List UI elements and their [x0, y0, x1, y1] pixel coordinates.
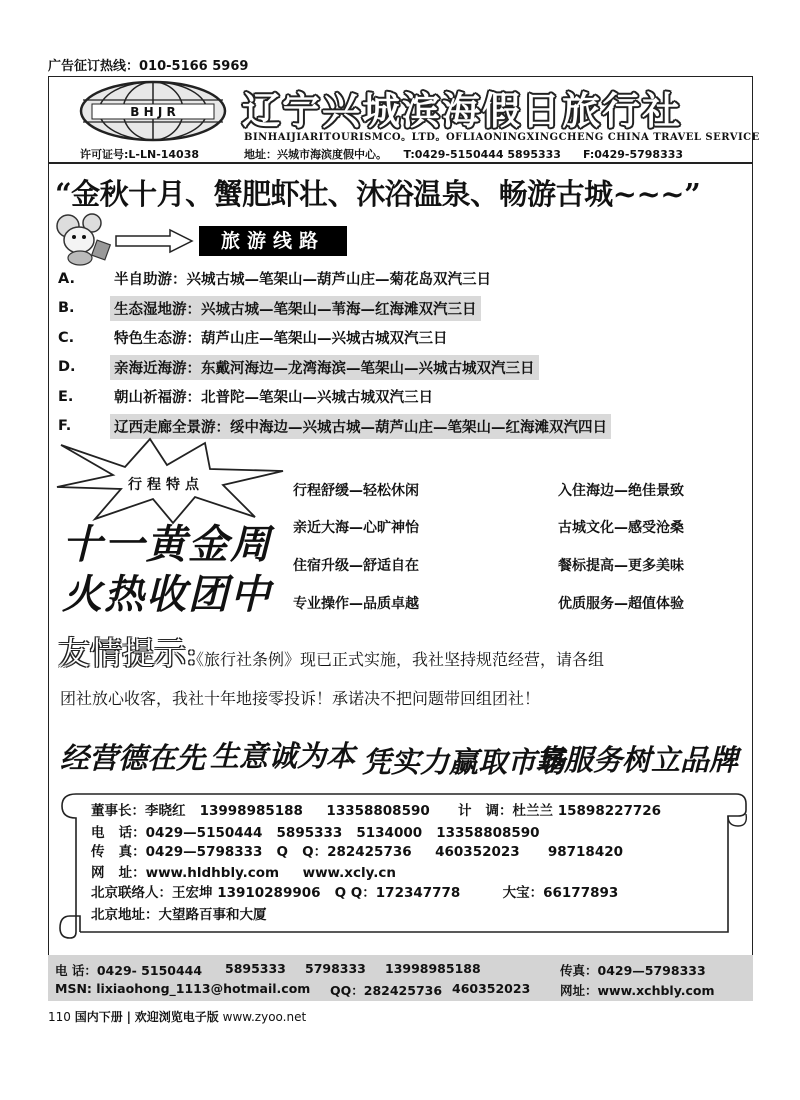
company-english-name: BINHAIJIARITOURISMCO。LTD。OFLIAONINGXINGCHENG CHINA TRAVEL SERVICE [244, 132, 760, 143]
route-letter: C. [58, 329, 75, 346]
feature-item: 住宿升级—舒适自在 [293, 558, 419, 574]
contact-line: 电 话：0429—5150444 5895333 5134000 13358808590 [91, 825, 540, 841]
company-name: 辽宁兴城滨海假日旅行社 [242, 88, 683, 133]
header-divider [48, 162, 753, 164]
route-item-d [56, 353, 746, 383]
footer-qq: QQ：282425736 [330, 983, 443, 998]
route-letter: D. [58, 359, 76, 376]
route-text: 朝山祈福游：北普陀—笔架山—兴城古城双汽三日 [114, 390, 433, 407]
feature-item: 餐标提高—更多美味 [558, 558, 684, 574]
mouse-mascot-icon [52, 212, 114, 266]
route-item-c [56, 323, 746, 353]
route-letter: F. [58, 418, 72, 435]
contact-line: 网 址：www.hldhbly.com www.xcly.cn [91, 865, 396, 881]
contact-line: 董事长：李晓红 13998985188 13358808590 计 调：杜兰兰 15898227726 [91, 803, 662, 819]
feature-item: 优质服务—超值体验 [558, 596, 684, 612]
footer-separator: | [126, 1010, 131, 1024]
license-number: 许可证号:L-LN-14038 [80, 148, 200, 161]
route-item-b [56, 294, 746, 324]
globe-logo-icon [78, 80, 228, 142]
golden-week-line: 十一黄金周 [62, 521, 272, 568]
route-text: 生态湿地游：兴城古城—笔架山—苇海—红海滩双汽三日 [110, 296, 481, 321]
route-letter: B. [58, 300, 75, 317]
feature-item: 入住海边—绝佳景致 [558, 483, 684, 499]
route-text: 亲海近海游：东戴河海边—龙湾海滨—笔架山—兴城古城双汽三日 [110, 355, 539, 380]
footer-phone: 电 话：0429- 5150444 [55, 963, 203, 978]
footer-phone: 5895333 [225, 961, 286, 976]
route-list [56, 264, 746, 441]
tips-text: 团社放心收客，我社十年地接零投诉！承诺决不把问题带回组团社！ [60, 689, 541, 708]
motto: 经营德在先 [60, 741, 206, 775]
motto-banner [60, 732, 750, 782]
route-text: 半自助游：兴城古城—笔架山—葫芦山庄—菊花岛双汽三日 [114, 272, 491, 289]
contact-line: 传 真：0429—5798333 Q Q：282425736 460352023 98718420 [91, 844, 624, 860]
feature-item: 专业操作—品质卓越 [293, 596, 419, 612]
arrow-right-icon [114, 228, 194, 254]
ad-hotline: 广告征订热线：010-5166 5969 [48, 59, 249, 74]
features-label: 行程特点 [128, 477, 204, 493]
footer-msn: MSN: lixiaohong_1113@hotmail.com [55, 981, 311, 996]
route-text: 特色生态游：葫芦山庄—笔架山—兴城古城双汽三日 [114, 331, 448, 348]
feature-item: 亲近大海—心旷神怡 [293, 520, 419, 536]
route-item-e [56, 382, 746, 412]
contact-line: 北京联络人：王宏坤 13910289906 Q Q：172347778 大宝：66177893 [91, 885, 619, 901]
motto: 靠服务树立品牌 [535, 743, 739, 777]
golden-week-line: 火热收团中 [62, 571, 272, 618]
page-footer [48, 1008, 306, 1025]
company-address: 地址：兴城市海滨度假中心。 T:0429-5150444 5895333 F:0429-5798333 [244, 148, 684, 161]
footer-phone: 5798333 [305, 961, 366, 976]
promo-slogan: “金秋十月、蟹肥虾壮、沐浴温泉、畅游古城~~~” [55, 177, 701, 211]
footer-fax: 传真：0429—5798333 [560, 963, 706, 978]
footer-phone: 13998985188 [385, 961, 481, 976]
page-number: 110 [48, 1010, 71, 1024]
route-letter: A. [58, 270, 75, 287]
footer-qq: 460352023 [452, 981, 531, 996]
route-letter: E. [58, 388, 74, 405]
footer-site-link[interactable]: www.zyoo.net [222, 1010, 307, 1024]
section-name: 国内下册 [74, 1010, 123, 1024]
tips-title: 友情提示: [58, 634, 197, 672]
route-text: 辽西走廊全景游：绥中海边—兴城古城—葫芦山庄—笔架山—红海滩双汽四日 [110, 414, 611, 439]
golden-week-promo [62, 520, 272, 620]
footer-tagline: 欢迎浏览电子版 [134, 1010, 219, 1024]
feature-item: 行程舒缓—轻松休闲 [293, 483, 419, 499]
route-item-a [56, 264, 746, 294]
footer-website: 网址：www.xchbly.com [560, 983, 715, 998]
contact-line: 北京地址：大望路百事和大厦 [91, 907, 267, 923]
motto: 凭实力赢取市场 [362, 745, 566, 779]
route-heading: 旅游线路 [199, 226, 347, 256]
feature-item: 古城文化—感受沧桑 [558, 520, 684, 536]
logo-text: B H J R [130, 105, 176, 119]
motto: 生意诚为本 [210, 739, 356, 773]
tips-text: 《旅行社条例》现已正式实施，我社坚持规范经营，请各组 [188, 650, 605, 669]
